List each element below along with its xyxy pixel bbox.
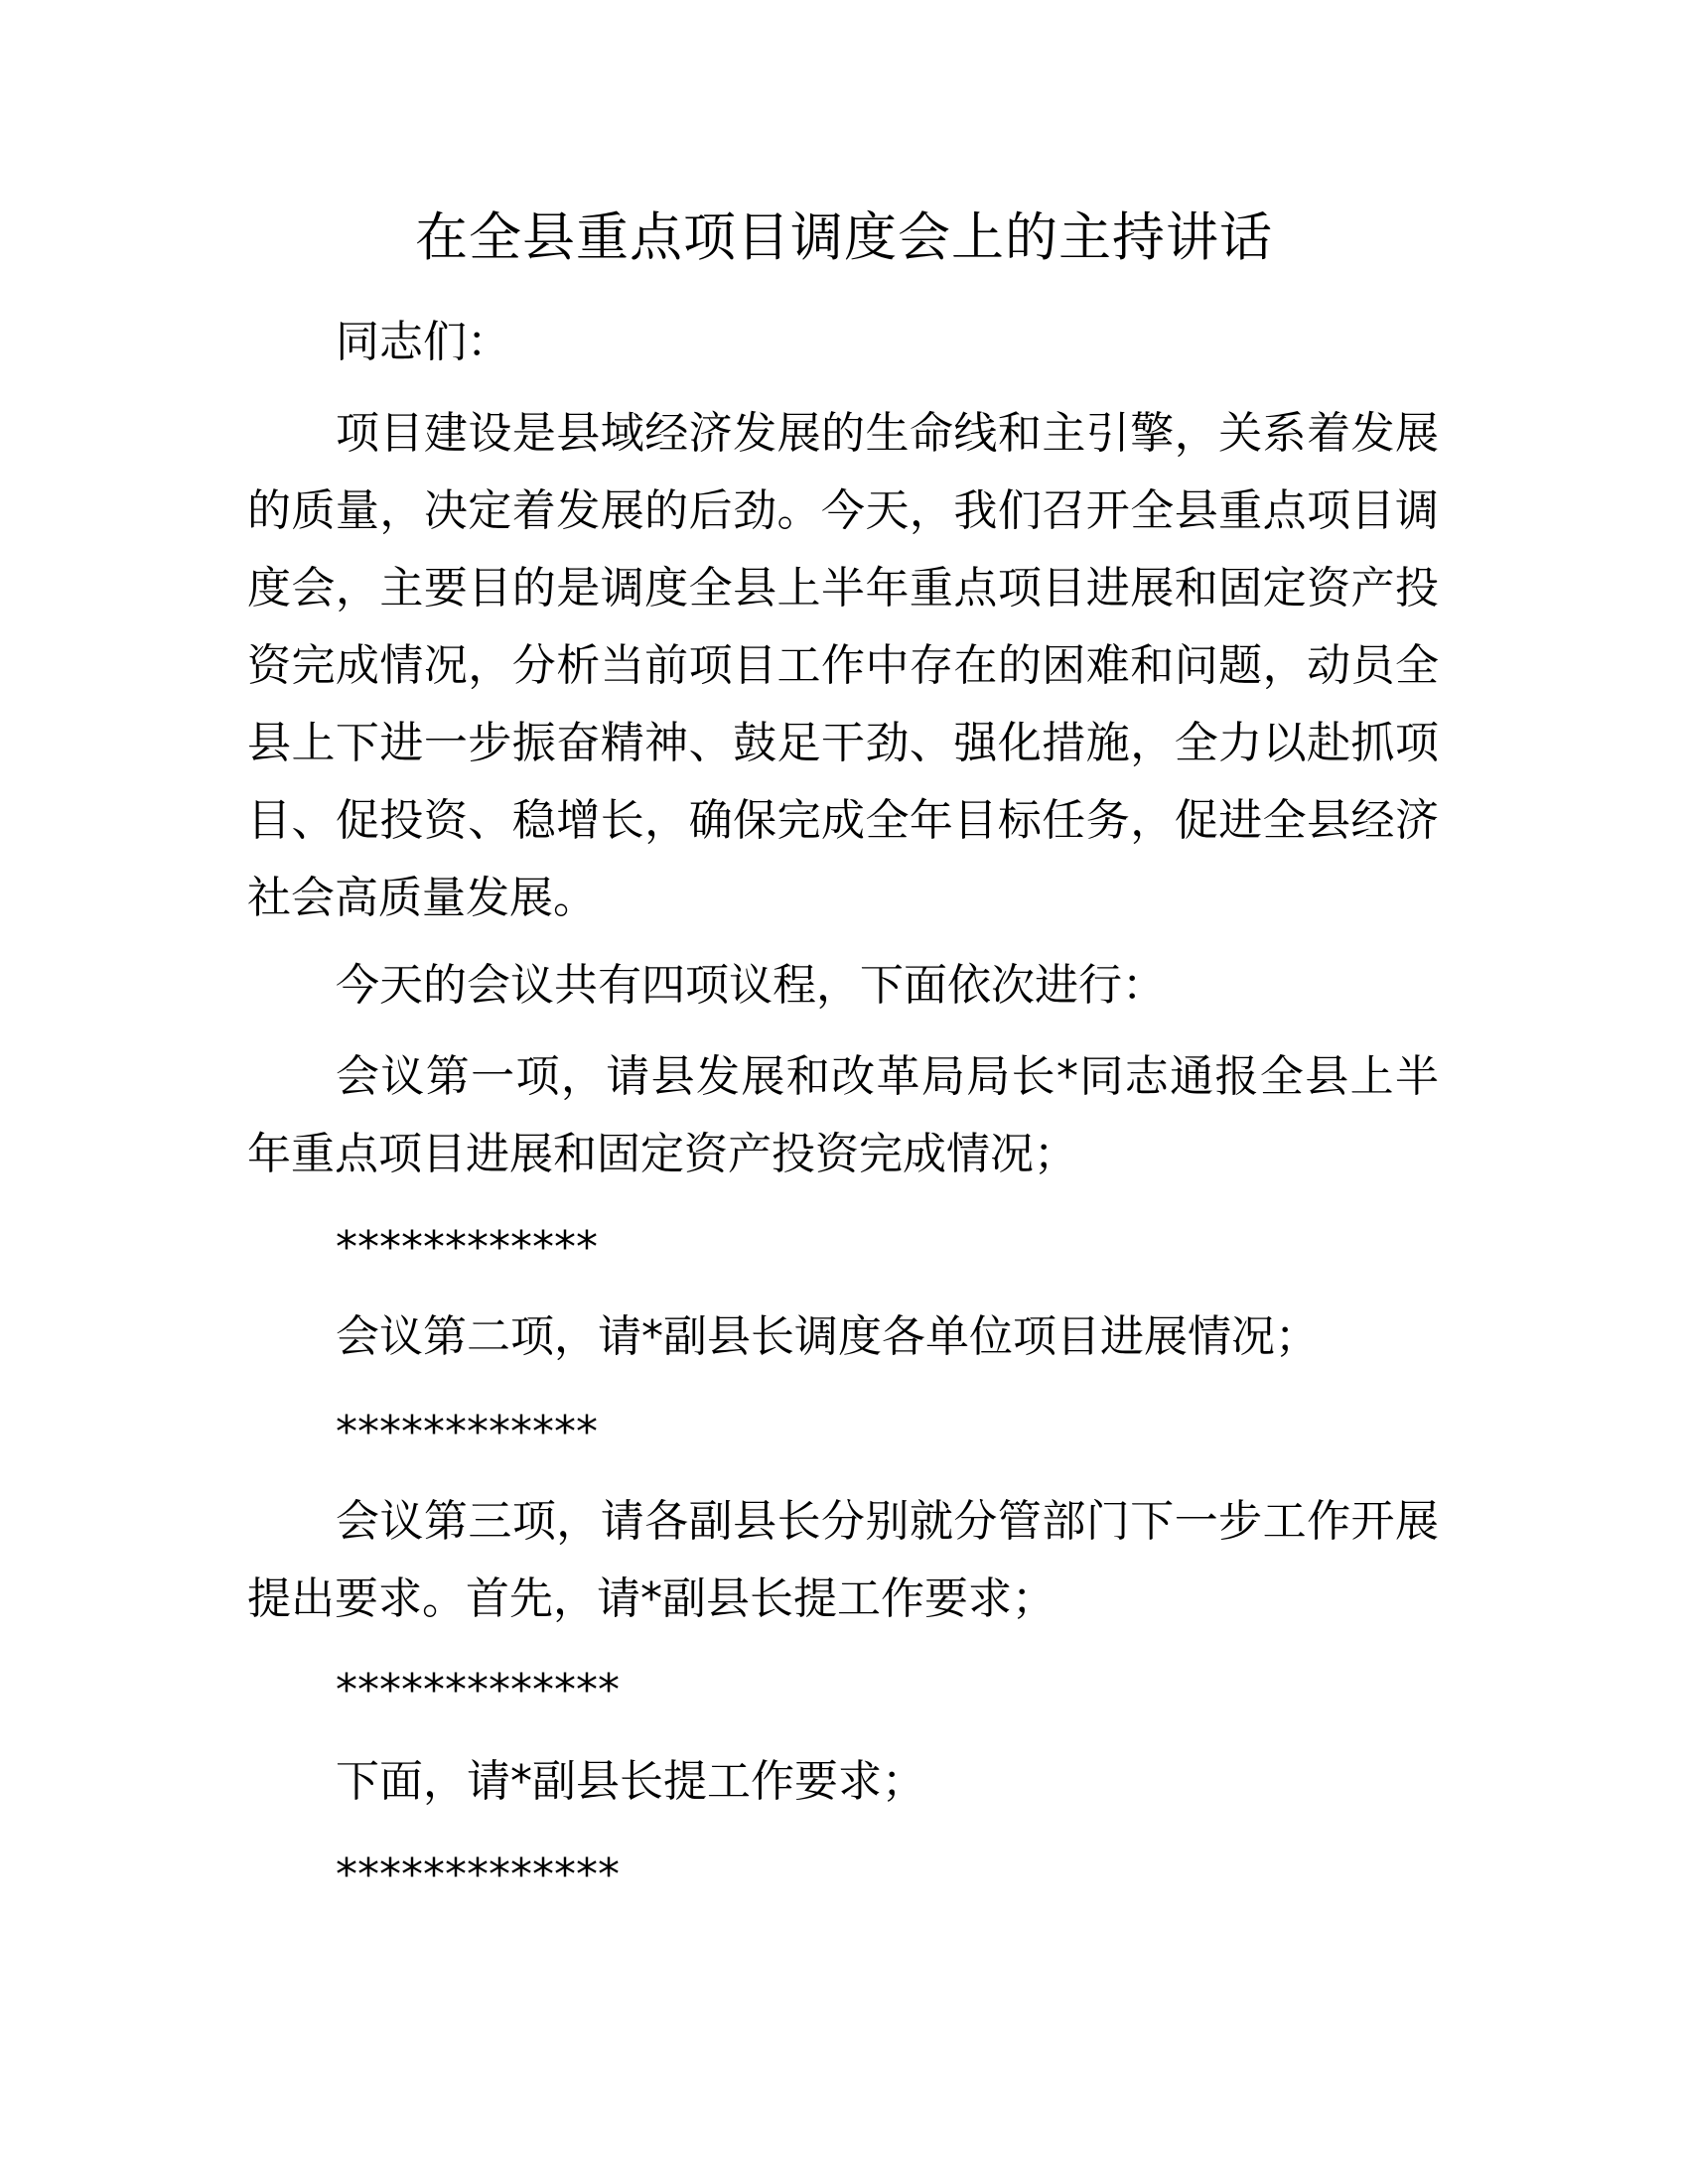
document-title: 在全县重点项目调度会上的主持讲话 [415, 207, 1273, 268]
placeholder-stars: ************* [336, 1665, 620, 1715]
paragraph-item-one: 会议第一项，请县发展和改革局局长*同志通报全县上半年重点项目进展和固定资产投资完成情况； [247, 1051, 1439, 1179]
salutation: 同志们： [336, 317, 510, 367]
paragraph-next-speaker: 下面，请*副县长提工作要求； [336, 1756, 925, 1807]
placeholder-stars: ************* [336, 1849, 620, 1900]
paragraph-item-two: 会议第二项，请*副县长调度各单位项目进展情况； [336, 1311, 1319, 1362]
paragraph-item-three: 会议第三项，请各副县长分别就分管部门下一步工作开展提出要求。首先，请*副县长提工作要求； [247, 1496, 1439, 1624]
placeholder-stars: ************ [336, 1407, 598, 1457]
paragraph-agenda: 今天的会议共有四项议程，下面依次进行： [336, 960, 1166, 1011]
paragraph-intro: 项目建设是县域经济发展的生命线和主引擎，关系着发展的质量，决定着发展的后劲。今天，我们召开全县重点项目调度会，主要目的是调度全县上半年重点项目进展和固定资产投资完成情况，分析当前项目工作中存在的困难和问题，动员全县上下进一步振奋精神、鼓足干劲、强化措施，全力以赴抓项目、促投资、稳增长，确保完成全年目标任务，促进全县经济社会高质量发展。 [247, 408, 1439, 923]
placeholder-stars: ************ [336, 1222, 598, 1273]
